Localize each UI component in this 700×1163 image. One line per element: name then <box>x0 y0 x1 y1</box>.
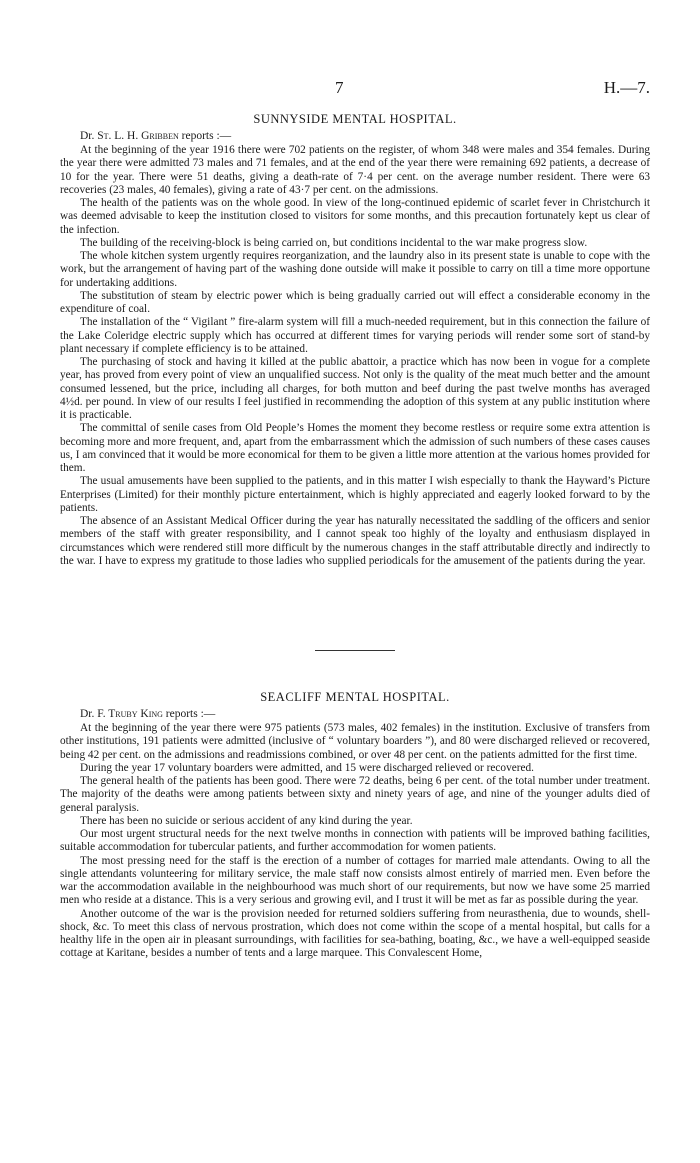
paragraph: At the beginning of the year there were 975 patients (573 males, 402 females) in the institution. Exclusive of transfers from other institutions, 191 patients were admitted (inclusive of “ voluntary boarders ”), and 80 were discharged relieved or recovered, being 42 per cent. on the admissions and readmissions combined, or over 48 per cent. on the patients admitted for the first time. <box>60 722 650 761</box>
section-body-seacliff <box>60 722 650 961</box>
paragraph: The health of the patients was on the whole good. In view of the long-continued epidemic of scarlet fever in Christchurch it was deemed advisable to keep the institution closed to visitors for some months, and this precaution fortunately kept us clear of the infection. <box>60 197 650 236</box>
paragraph: The installation of the “ Vigilant ” fire-alarm system will fill a much-needed requirement, but in this connection the failure of the Lake Coleridge electric supply which has occurred at different times for varying periods will render some sort of stand-by plant necessary if complete efficiency is to be attained. <box>60 316 650 355</box>
paragraph: During the year 17 voluntary boarders were admitted, and 15 were discharged relieved or recovered. <box>80 761 534 774</box>
paragraph: At the beginning of the year 1916 there were 702 patients on the register, of whom 348 were males and 354 females. During the year there were admitted 73 males and 71 females, and at the end of the year there were remaining 692 patients, a decrease of 10 for the year. There were 51 deaths, giving a death-rate of 7·4 per cent. on the average number resident. There were 63 recoveries (23 males, 40 females), giving a rate of 43·7 per cent. on the admissions. <box>60 144 650 196</box>
doctor-name: St. L. H. Gribben <box>97 130 179 142</box>
document-page <box>60 0 650 1163</box>
report-attribution-seacliff: Dr. F. Truby King reports :— <box>80 708 216 720</box>
paragraph: The most pressing need for the staff is the erection of a number of cottages for married male attendants. Owing to all the single attendants volunteering for military service, the male staff now consists almost entirely of married men. Even before the war the accommodation available in the neighbourhood was much short of our requirements, but now we have some 25 married men who reside at a distance. This is a very serious and growing evil, and I trust it will be met as far as possible during the year. <box>60 854 650 907</box>
section-title-seacliff: SEACLIFF MENTAL HOSPITAL. <box>260 690 450 704</box>
paragraph: The absence of an Assistant Medical Officer during the year has naturally necessitated the saddling of the officers and senior members of the staff with greater responsibility, and I cannot speak too highly of the loyalty and enthusiasm displayed in circumstances which were rendered still more difficult by the numerous changes in the staff attributable directly and indirectly to the war. I have to express my gratitude to those ladies who supplied periodicals for the amusement of the patients during the year. <box>60 515 650 567</box>
document-reference: H.—7. <box>603 78 650 97</box>
paragraph: The usual amusements have been supplied to the patients, and in this matter I wish especially to thank the Hayward’s Picture Enterprises (Limited) for their monthly picture entertainment, which is highly appreciated and eagerly looked forward to by the patients. <box>60 475 650 514</box>
page-header <box>60 78 650 98</box>
paragraph: The substitution of steam by electric power which is being gradually carried out will effect a considerable economy in the expenditure of coal. <box>60 289 650 315</box>
paragraph: The general health of the patients has been good. There were 72 deaths, being 6 per cent. of the total number under treatment. The majority of the deaths were among patients between sixty and ninety years of age, and nine of the younger adults died of general paralysis. <box>60 775 650 814</box>
page-number: 7 <box>335 78 344 97</box>
paragraph: There has been no suicide or serious accident of any kind during the year. <box>80 814 413 827</box>
section-body-sunnyside <box>60 144 650 568</box>
paragraph: Another outcome of the war is the provision needed for returned soldiers suffering from neurasthenia, due to wounds, shell-shock, &c. To meet this class of nervous prostration, which does not come within the scope of a mental hospital, but calls for a healthy life in the open air in pleasant surroundings, with facilities for sea-bathing, boating, &c., we have a well-equipped seaside cottage at Karitane, besides a number of tents and a large marquee. This Convalescent Home, <box>60 907 650 960</box>
section-title-sunnyside: SUNNYSIDE MENTAL HOSPITAL. <box>253 112 457 126</box>
paragraph: Our most urgent structural needs for the next twelve months in connection with patients will be improved bathing facilities, suitable accommodation for tubercular patients, and further accommodation for women patients. <box>60 828 650 854</box>
paragraph: The whole kitchen system urgently requires reorganization, and the laundry also in its present state is unable to cope with the work, but the arrangement of having part of the washing done outside will make it possible to carry on till a time more opportune for undertaking additions. <box>60 250 650 289</box>
paragraph: The purchasing of stock and having it killed at the public abattoir, a practice which has now been in vogue for a complete year, has proved from every point of view an unqualified success. Not only is the quality of the meat much better and the amount consumed lessened, but the price, including all charges, for both mutton and beef during the past twelve months has averaged 4½d. per pound. In view of our results I feel justified in recommending the adoption of this system at any public institution where it is practicable. <box>60 356 650 421</box>
section-divider <box>315 650 395 651</box>
report-attribution-sunnyside: Dr. St. L. H. Gribben reports :— <box>80 130 232 142</box>
doctor-name: F. Truby King <box>97 708 163 720</box>
paragraph: The building of the receiving-block is being carried on, but conditions incidental to the war make progress slow. <box>80 236 588 249</box>
paragraph: The committal of senile cases from Old People’s Homes the moment they become restless or require some extra attention is becoming more and more frequent, and, apart from the embarrassment which the admission of such numbers of these cases causes us, I am convinced that it would be more economical for them to be given a little more attention at the various homes provided for them. <box>60 422 650 474</box>
